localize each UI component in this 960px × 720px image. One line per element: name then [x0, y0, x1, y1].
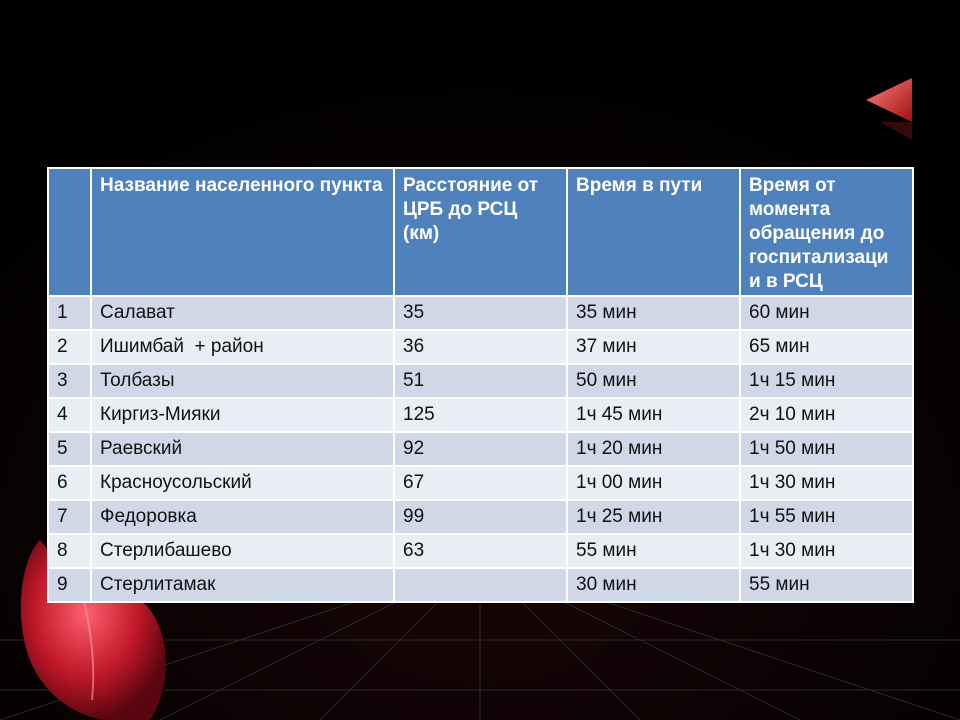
cell-hospitalization-time: 1ч 30 мин — [740, 466, 913, 500]
data-table — [47, 167, 914, 603]
cell-distance — [394, 568, 567, 602]
cell-hospitalization-time: 1ч 30 мин — [740, 534, 913, 568]
header-cell-index — [48, 168, 91, 296]
table-row — [48, 364, 913, 398]
cell-hospitalization-time: 1ч 55 мин — [740, 500, 913, 534]
cell-travel-time: 1ч 20 мин — [567, 432, 740, 466]
cell-index: 1 — [48, 296, 91, 330]
cell-settlement: Толбазы — [91, 364, 394, 398]
cell-settlement: Красноусольский — [91, 466, 394, 500]
cell-travel-time: 30 мин — [567, 568, 740, 602]
cell-distance: 92 — [394, 432, 567, 466]
table-row — [48, 500, 913, 534]
header-cell-distance: Расстояние от ЦРБ до РСЦ (км) — [394, 168, 567, 296]
table-row — [48, 466, 913, 500]
cell-settlement: Киргиз-Мияки — [91, 398, 394, 432]
table-row — [48, 534, 913, 568]
cell-settlement: Раевский — [91, 432, 394, 466]
cell-distance: 125 — [394, 398, 567, 432]
cell-settlement: Стерлитамак — [91, 568, 394, 602]
cell-distance: 35 — [394, 296, 567, 330]
cell-travel-time: 1ч 00 мин — [567, 466, 740, 500]
header-cell-travel-time: Время в пути — [567, 168, 740, 296]
header-cell-hospitalization-time: Время от момента обращения до госпитализаци и в РСЦ — [740, 168, 913, 296]
table-row — [48, 296, 913, 330]
header-cell-settlement: Название населенного пункта — [91, 168, 394, 296]
table-header-row — [48, 168, 913, 296]
cell-index: 9 — [48, 568, 91, 602]
cell-index: 5 — [48, 432, 91, 466]
cell-index: 3 — [48, 364, 91, 398]
cell-hospitalization-time: 55 мин — [740, 568, 913, 602]
table-row — [48, 432, 913, 466]
cell-settlement: Стерлибашево — [91, 534, 394, 568]
cell-index: 8 — [48, 534, 91, 568]
cell-travel-time: 1ч 25 мин — [567, 500, 740, 534]
cell-index: 7 — [48, 500, 91, 534]
cell-distance: 99 — [394, 500, 567, 534]
cell-hospitalization-time: 60 мин — [740, 296, 913, 330]
cell-settlement: Салават — [91, 296, 394, 330]
cell-distance: 36 — [394, 330, 567, 364]
cell-travel-time: 1ч 45 мин — [567, 398, 740, 432]
cell-index: 2 — [48, 330, 91, 364]
cell-index: 6 — [48, 466, 91, 500]
cell-travel-time: 55 мин — [567, 534, 740, 568]
cell-distance: 51 — [394, 364, 567, 398]
cell-distance: 63 — [394, 534, 567, 568]
cell-distance: 67 — [394, 466, 567, 500]
cell-hospitalization-time: 1ч 50 мин — [740, 432, 913, 466]
cell-hospitalization-time: 1ч 15 мин — [740, 364, 913, 398]
table-row — [48, 398, 913, 432]
cell-hospitalization-time: 2ч 10 мин — [740, 398, 913, 432]
cell-travel-time: 37 мин — [567, 330, 740, 364]
cell-travel-time: 50 мин — [567, 364, 740, 398]
cell-index: 4 — [48, 398, 91, 432]
cell-settlement: Ишимбай + район — [91, 330, 394, 364]
cell-settlement: Федоровка — [91, 500, 394, 534]
cell-hospitalization-time: 65 мин — [740, 330, 913, 364]
table-row — [48, 330, 913, 364]
cell-travel-time: 35 мин — [567, 296, 740, 330]
table-row — [48, 568, 913, 602]
